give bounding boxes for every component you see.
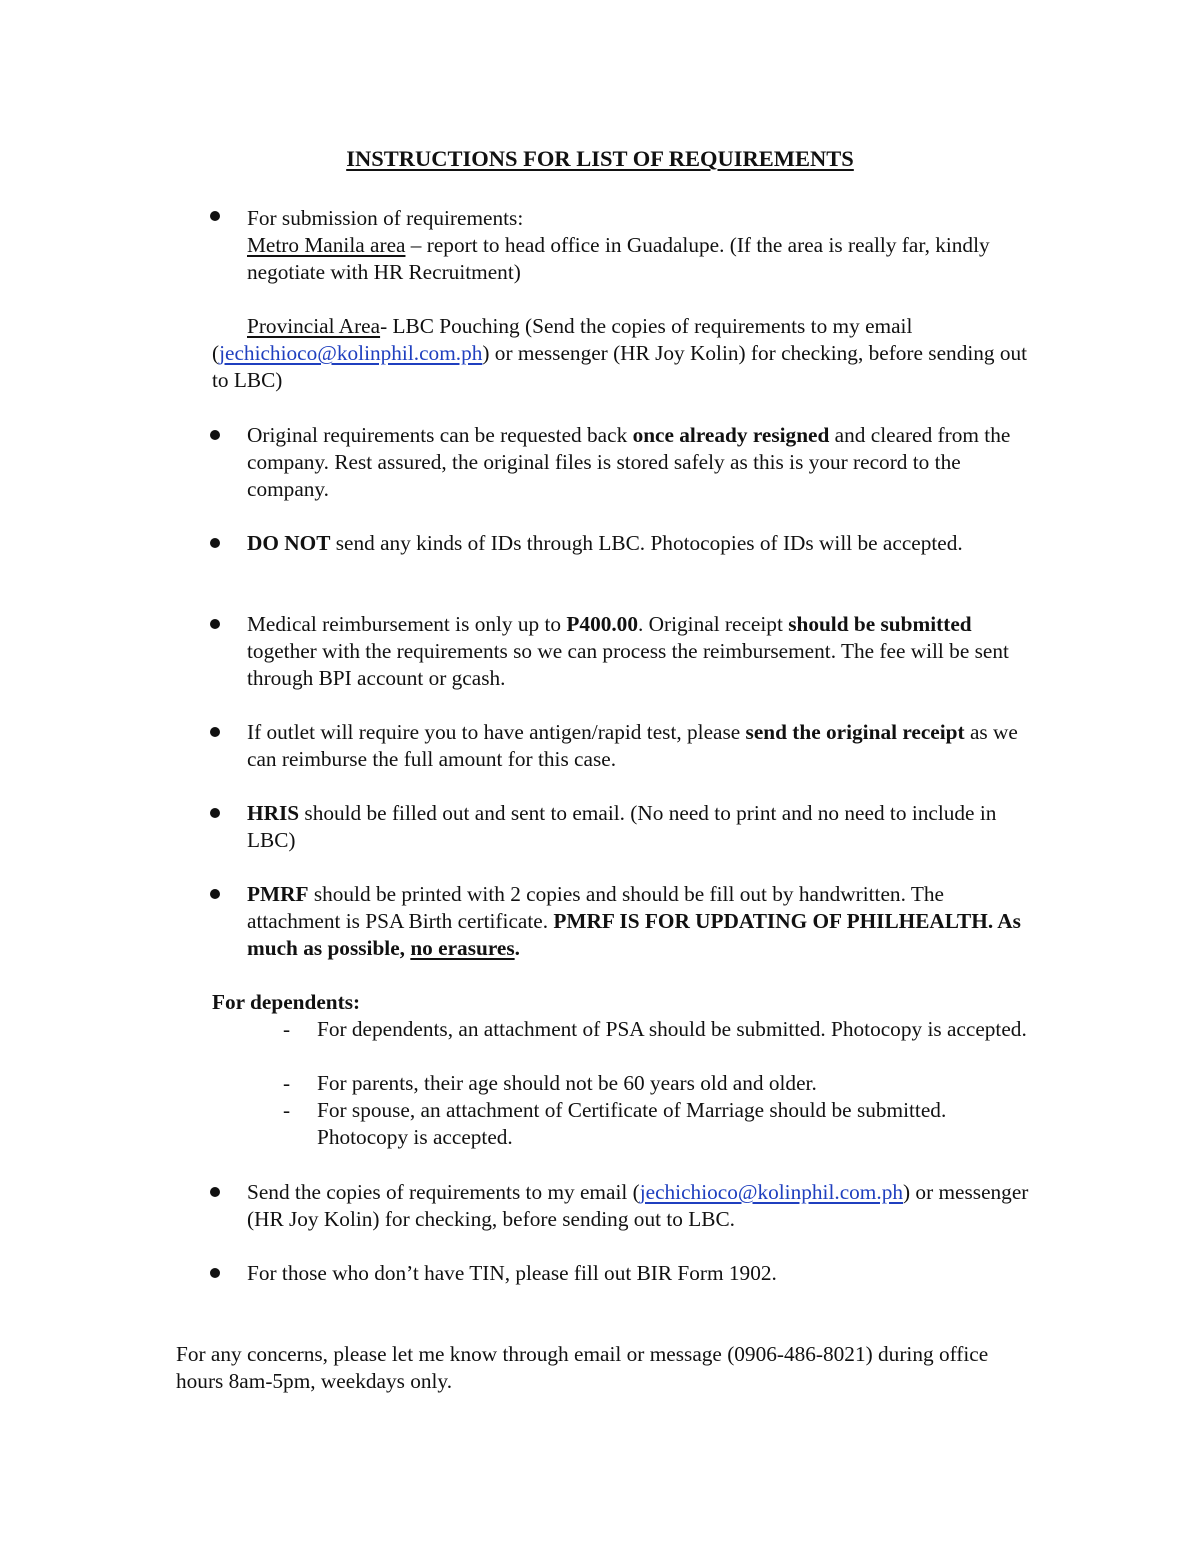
bullet-dot xyxy=(210,1187,220,1197)
bullet-dot xyxy=(210,538,220,548)
dependents-item-parents: For parents, their age should not be 60 years old and older. xyxy=(317,1071,817,1095)
dependents-heading: For dependents: xyxy=(212,990,361,1014)
bullet-dot xyxy=(210,808,220,818)
send-copies-text-1: Send the copies of requirements to my email ( xyxy=(247,1180,640,1204)
ids-text-1: send any kinds of IDs through LBC. Photocopies of IDs will be accepted. xyxy=(330,531,963,555)
ids-paragraph xyxy=(247,530,1037,557)
pmrf-no-erasures: no erasures xyxy=(410,936,515,960)
hris-paragraph xyxy=(247,800,1037,854)
medical-text-1: Medical reimbursement is only up to xyxy=(247,612,567,636)
antigen-text-1: If outlet will require you to have antigen/rapid test, please xyxy=(247,720,746,744)
bullet-dot xyxy=(210,889,220,899)
footer-contact-note: For any concerns, please let me know through email or message (0906-486-8021) during office hours 8am-5pm, weekdays only. xyxy=(176,1342,989,1393)
dependents-item-psa: For dependents, an attachment of PSA should be submitted. Photocopy is accepted. xyxy=(317,1017,1027,1041)
pmrf-bold-2: PMRF IS FOR UPDATING OF PHILHEALTH. As much as possible, xyxy=(247,909,1021,960)
originals-text-1: Original requirements can be requested back xyxy=(247,423,633,447)
provincial-text-1: - LBC Pouching (Send the copies of requirements to my email ( xyxy=(212,314,913,365)
metro-manila-label: Metro Manila area xyxy=(247,233,406,257)
bullet-dot xyxy=(210,727,220,737)
send-copies-text-2: ) or messenger (HR Joy Kolin) for checking, before sending out to LBC. xyxy=(247,1180,1029,1231)
provincial-label: Provincial Area xyxy=(247,314,381,338)
medical-paragraph xyxy=(247,611,1037,692)
bullet-dot xyxy=(210,1268,220,1278)
provincial-text-2: ) or messenger (HR Joy Kolin) for checking, before sending out to LBC) xyxy=(212,341,1028,392)
pmrf-bold-end: . xyxy=(514,936,520,960)
pmrf-bold-1: PMRF xyxy=(247,882,309,906)
ids-bold-1: DO NOT xyxy=(247,531,331,555)
pmrf-text-1: should be printed with 2 copies and should be fill out by handwritten. The attachment is PSA Birth certificate. xyxy=(247,882,944,933)
originals-text-2: and cleared from the company. Rest assured, the original files is stored safely as this is your record to the company. xyxy=(247,423,1011,501)
tin-paragraph: For those who don’t have TIN, please fill out BIR Form 1902. xyxy=(247,1261,777,1285)
medical-text-2: . Original receipt xyxy=(637,612,789,636)
antigen-paragraph xyxy=(247,719,1037,773)
medical-text-3: together with the requirements so we can process the reimbursement. The fee will be sent through BPI account or gcash. xyxy=(247,639,1009,690)
originals-paragraph xyxy=(247,422,1037,503)
metro-manila-paragraph xyxy=(247,232,1037,286)
dash-marker: - xyxy=(283,1098,291,1122)
medical-bold-2: should be submitted xyxy=(788,612,972,636)
antigen-bold-1: send the original receipt xyxy=(745,720,965,744)
hris-bold-1: HRIS xyxy=(247,801,300,825)
email-link[interactable]: jechichioco@kolinphil.com.ph xyxy=(219,341,483,365)
page-title: INSTRUCTIONS FOR LIST OF REQUIREMENTS xyxy=(346,146,854,171)
pmrf-paragraph xyxy=(247,881,1037,962)
bullet-dot xyxy=(210,619,220,629)
provincial-paragraph xyxy=(212,313,1037,394)
send-copies-paragraph xyxy=(247,1179,1037,1233)
submission-intro: For submission of requirements: xyxy=(247,206,524,230)
dependents-item-spouse: For spouse, an attachment of Certificate of Marriage should be submitted. Photocopy is accepted. xyxy=(317,1098,947,1149)
bullet-dot xyxy=(210,211,220,221)
medical-bold-1: P400.00 xyxy=(566,612,638,636)
dash-marker: - xyxy=(283,1071,291,1095)
bullet-dot xyxy=(210,430,220,440)
hris-text-1: should be filled out and sent to email. (No need to print and no need to include in LBC) xyxy=(247,801,997,852)
originals-bold-1: once already resigned xyxy=(632,423,830,447)
email-link[interactable]: jechichioco@kolinphil.com.ph xyxy=(639,1180,903,1204)
antigen-text-2: as we can reimburse the full amount for this case. xyxy=(247,720,1018,771)
dash-marker: - xyxy=(283,1017,291,1041)
metro-manila-text: – report to head office in Guadalupe. (If the area is really far, kindly negotiate with HR Recruitment) xyxy=(247,233,990,284)
